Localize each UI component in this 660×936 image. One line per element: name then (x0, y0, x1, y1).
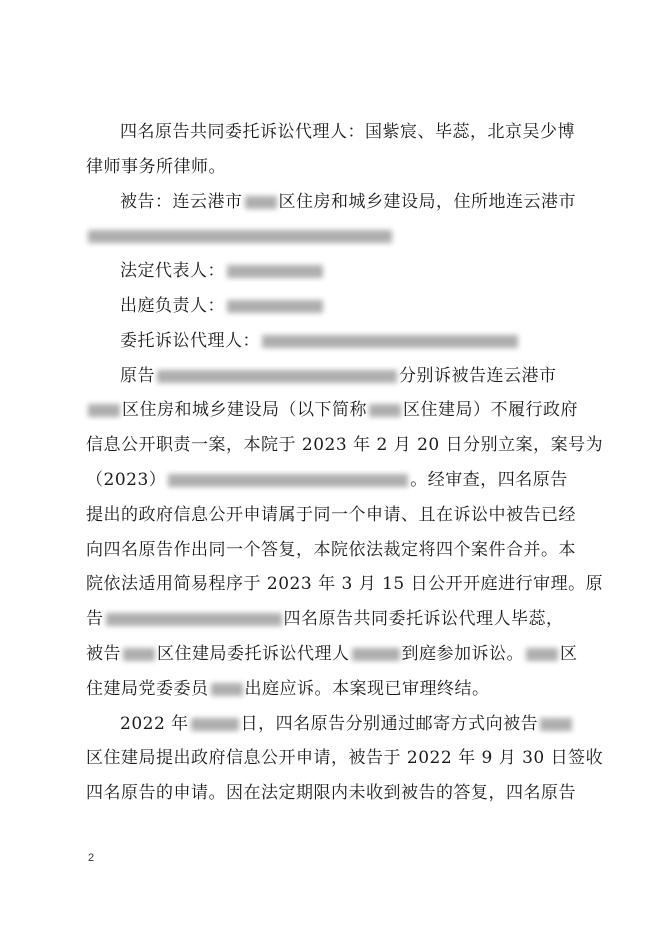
text-segment: 四名原告的申请。因在法定期限内未收到被告的答复，四名原告 (86, 783, 576, 804)
text-segment: 提出的政府信息公开申请属于同一个申请、且在诉讼中被告已经 (86, 504, 576, 525)
text-segment: 。经审查，四名原告 (410, 469, 568, 490)
text-line (86, 463, 581, 498)
text-segment: 律师事务所律师。 (86, 156, 226, 177)
text-segment: 区 (560, 643, 578, 664)
text-segment: 委托诉讼代理人： (120, 330, 260, 351)
text-line (86, 324, 581, 359)
redacted-text (157, 370, 397, 383)
redacted-text (540, 718, 572, 731)
text-segment: 区住建局委托诉讼代理人 (157, 643, 350, 664)
text-line (86, 254, 581, 289)
text-line (86, 776, 581, 811)
text-segment: 区住房和城乡建设局（以下简称 (122, 400, 367, 421)
text-segment: 分别诉被告连云港市 (399, 365, 557, 386)
text-line (86, 567, 604, 602)
redacted-text (88, 230, 392, 243)
redacted-text (211, 683, 243, 696)
text-segment: 向四名原告作出同一个答复，本院依法裁定将四个案件合并。本 (86, 539, 576, 560)
text-segment: 出庭负责人： (120, 295, 225, 316)
text-line (86, 498, 581, 533)
text-line (86, 150, 581, 185)
text-line (86, 393, 581, 428)
text-segment: 被告：连云港市 (120, 191, 243, 212)
redacted-text (106, 613, 282, 626)
text-segment: 区住建局）不履行政府 (403, 400, 578, 421)
redacted-text (262, 335, 518, 348)
redacted-text (526, 648, 558, 661)
text-segment: 2022 年 (120, 713, 189, 734)
redacted-text (191, 718, 239, 731)
text-line (86, 672, 581, 707)
redacted-text (245, 196, 277, 209)
text-line (86, 707, 581, 742)
redacted-text (227, 300, 323, 313)
text-line (86, 289, 581, 324)
text-segment: 住建局党委委员 (86, 678, 209, 699)
redacted-text (88, 404, 120, 417)
text-segment: 四名原告共同委托诉讼代理人毕蕊， (283, 609, 564, 630)
page-number: 2 (88, 852, 95, 864)
text-line (86, 185, 581, 220)
text-line (86, 428, 604, 463)
redacted-text (369, 404, 401, 417)
text-segment: 日，四名原告分别通过邮寄方式向被告 (240, 713, 539, 734)
text-line (86, 359, 581, 394)
text-line (86, 602, 581, 637)
redacted-text (352, 648, 400, 661)
text-segment: 出庭应诉。本案现已审理终结。 (244, 678, 490, 699)
text-line (86, 533, 581, 568)
text-segment: 院依法适用简易程序于 2023 年 3 月 15 日公开开庭进行审理。原 (86, 574, 604, 595)
text-segment: （2023） (86, 469, 167, 490)
text-segment: 到庭参加诉讼。 (401, 643, 524, 664)
text-segment: 法定代表人： (120, 261, 225, 282)
text-segment: 信息公开职责一案，本院于 2023 年 2 月 20 日分别立案，案号为 (86, 435, 604, 456)
text-segment: 区住建局提出政府信息公开申请，被告于 2022 年 9 月 30 日签收 (86, 748, 604, 769)
text-line (86, 219, 581, 254)
redacted-text (168, 474, 408, 487)
text-line (86, 115, 581, 150)
text-segment: 区住房和城乡建设局，住所地连云港市 (278, 191, 576, 212)
document-body (86, 115, 604, 811)
text-segment: 告 (86, 609, 104, 630)
redacted-text (227, 265, 323, 278)
text-segment: 被告 (86, 643, 121, 664)
redacted-text (123, 648, 155, 661)
text-segment: 原告 (120, 365, 155, 386)
text-segment: 四名原告共同委托诉讼代理人：国紫宸、毕蕊，北京吴少博 (120, 122, 575, 142)
text-line (86, 637, 581, 672)
text-line (86, 741, 604, 776)
